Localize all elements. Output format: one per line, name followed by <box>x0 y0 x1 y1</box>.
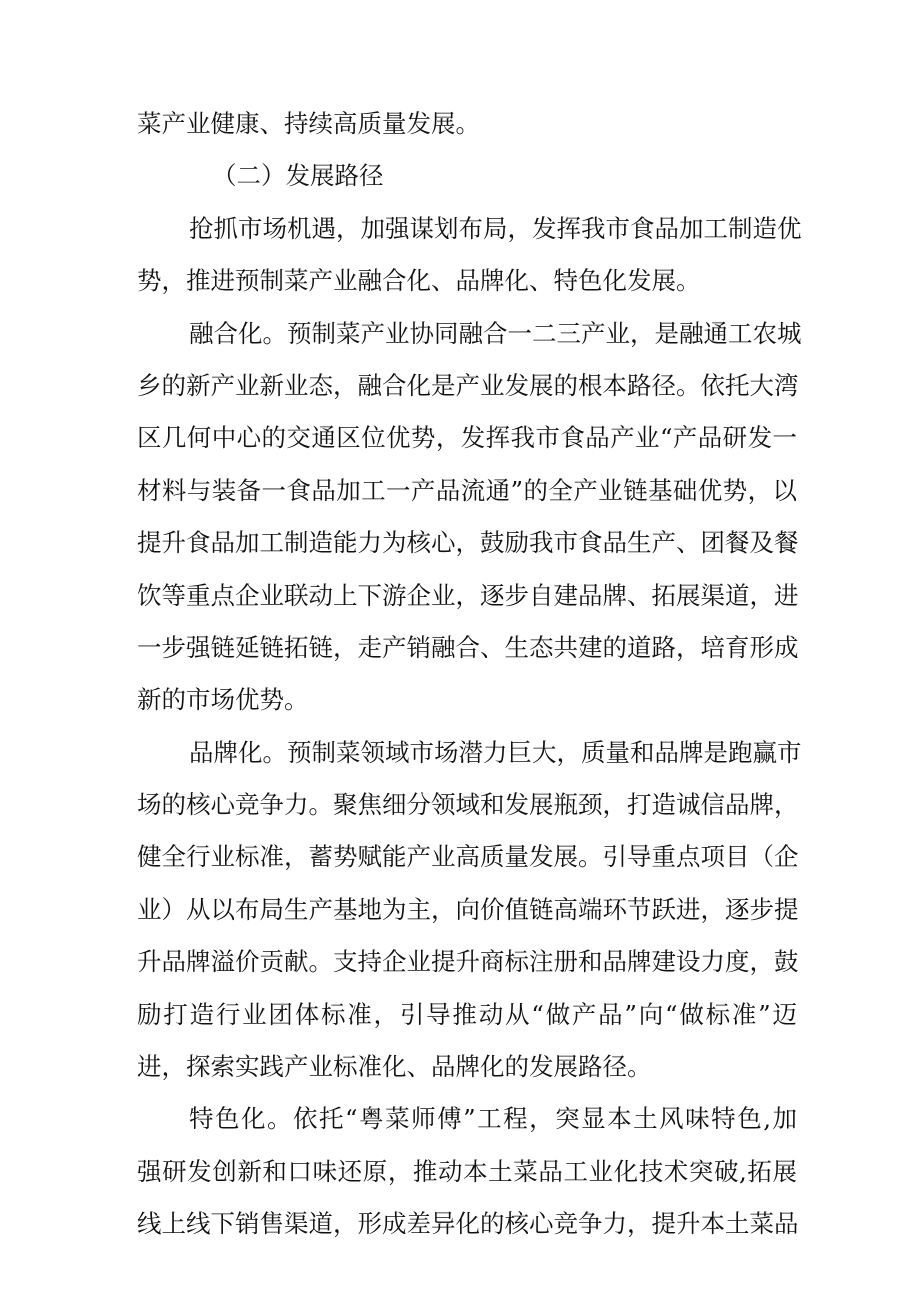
text-line-15: 健全行业标准，蓄势赋能产业高质量发展。引导重点项目（企 <box>137 842 799 872</box>
text-line-21: 强研发创新和口味还原，推动本土菜品工业化技术突破,拓展 <box>137 1156 797 1186</box>
text-line-12: 新的市场优势。 <box>137 685 309 715</box>
text-line-18: 励打造行业团体标准，引导推动从“做产品”向“做标准”迈 <box>137 999 797 1029</box>
text-line-16: 业）从以布局生产基地为主，向价值链高端环节跃进，逐步提 <box>137 894 799 924</box>
text-line-11: 一步强链延链拓链，走产销融合、生态共建的道路，培育形成 <box>137 632 799 662</box>
section-heading: （二）发展路径 <box>212 161 384 191</box>
text-line-20: 特色化。依托“粤菜师傅”工程，突显本土风味特色,加 <box>189 1104 797 1134</box>
text-line-4: 势，推进预制菜产业融合化、品牌化、特色化发展。 <box>137 266 701 296</box>
text-line-1: 菜产业健康、持续高质量发展。 <box>137 109 480 138</box>
text-line-14: 场的核心竞争力。聚焦细分领域和发展瓶颈，打造诚信品牌， <box>137 790 799 820</box>
text-line-6: 乡的新产业新业态，融合化是产业发展的根本路径。依托大湾 <box>137 370 799 400</box>
text-line-9: 提升食品加工制造能力为核心，鼓励我市食品生产、团餐及餐 <box>137 528 799 558</box>
text-line-10: 饮等重点企业联动上下游企业，逐步自建品牌、拓展渠道，进 <box>137 580 799 610</box>
text-line-22: 线上线下销售渠道，形成差异化的核心竞争力，提升本土菜品 <box>137 1209 799 1239</box>
text-line-7: 区几何中心的交通区位优势，发挥我市食品产业“产品研发一 <box>137 423 797 453</box>
document-body <box>137 98 802 1251</box>
text-line-17: 升品牌溢价贡献。支持企业提升商标注册和品牌建设力度，鼓 <box>137 947 799 977</box>
text-line-5: 融合化。预制菜产业协同融合一二三产业，是融通工农城 <box>189 318 802 348</box>
text-line-13: 品牌化。预制菜领域市场潜力巨大，质量和品牌是跑赢市 <box>189 737 802 767</box>
text-line-19: 进，探索实践产业标准化、品牌化的发展路径。 <box>137 1052 652 1082</box>
text-line-8: 材料与装备一食品加工一产品流通”的全产业链基础优势，以 <box>137 475 797 505</box>
text-line-3: 抢抓市场机遇，加强谋划布局，发挥我市食品加工制造优 <box>189 213 802 243</box>
